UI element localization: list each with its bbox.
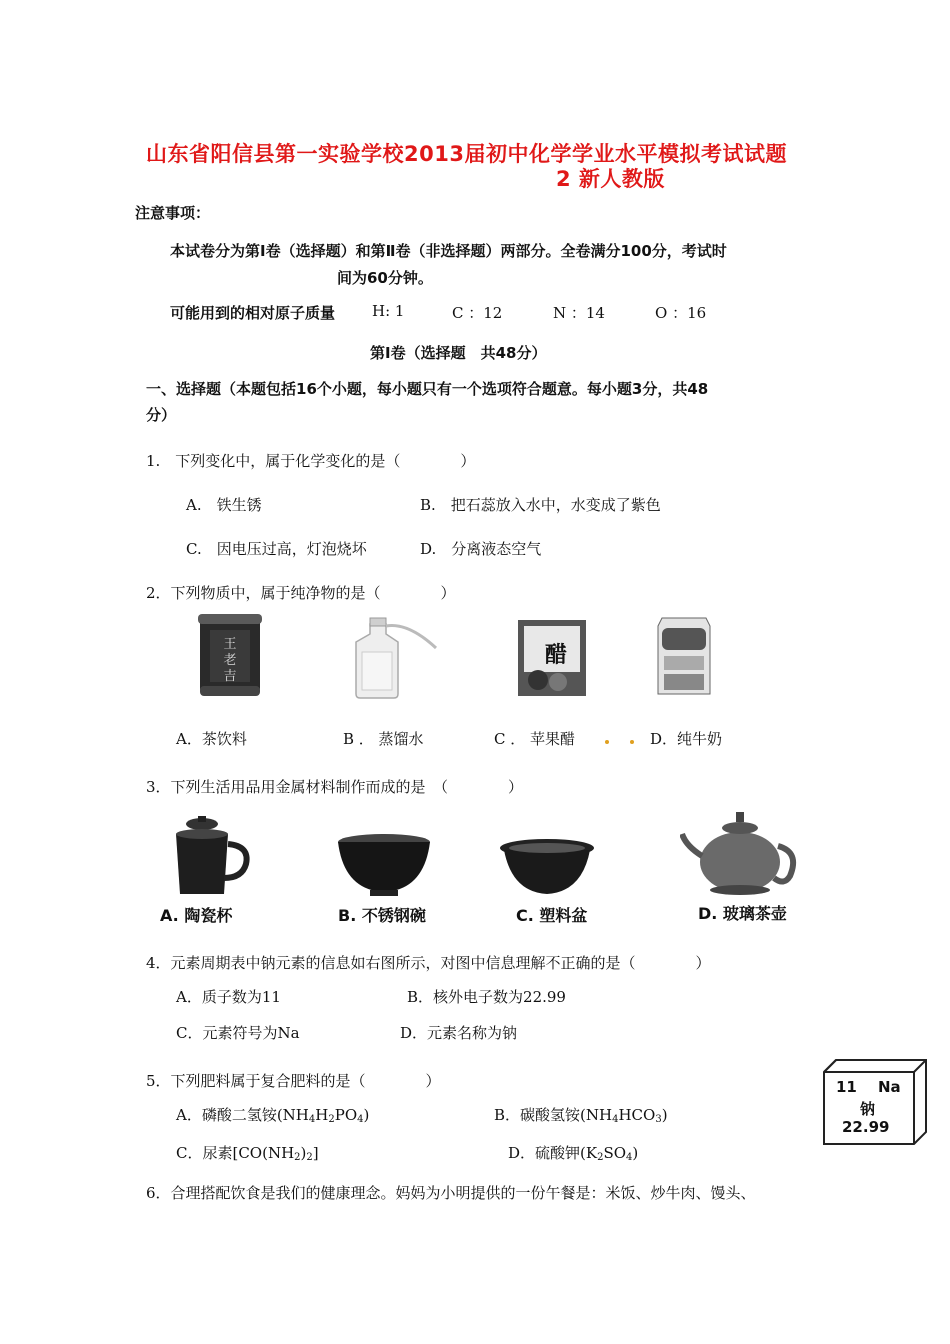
q4-option-a: A．质子数为11 <box>176 988 281 1006</box>
element-number: 11 <box>836 1078 857 1096</box>
q5-d-text: SO <box>603 1144 627 1162</box>
q5-option-c <box>176 1142 319 1163</box>
subscript: 4 <box>357 1114 364 1125</box>
q4-option-d: D．元素名称为钠 <box>400 1024 518 1042</box>
q6-stem: 6．合理搭配饮食是我们的健康理念。妈妈为小明提供的一份午餐是：米饭、炒牛肉、馒头、 <box>146 1184 756 1202</box>
steel-bowl-image <box>336 832 432 898</box>
distilled-water-bottle-image <box>350 612 442 700</box>
q4-option-b: B．核外电子数为22.99 <box>407 988 566 1006</box>
q3-stem: 3．下列生活用品用金属材料制作而成的是 （ ） <box>146 778 524 796</box>
element-mass: 22.99 <box>842 1118 890 1136</box>
subscript: 4 <box>612 1114 619 1125</box>
q5-d-text: ) <box>632 1144 639 1162</box>
atomic-mass-n: N ：14 <box>553 304 605 322</box>
q3-caption-d: D. 玻璃茶壶 <box>698 904 787 923</box>
q2-option-b: B ． 蒸馏水 <box>343 730 424 748</box>
atomic-mass-h: H: 1 <box>372 302 405 320</box>
section1-intro-line2: 分） <box>146 406 177 424</box>
q2-stem: 2．下列物质中，属于纯净物的是（ ） <box>146 584 456 602</box>
q5-d-text: D．硫酸钾(K <box>508 1144 598 1162</box>
tea-can-image <box>196 612 264 698</box>
q3-caption-c: C. 塑料盆 <box>516 906 588 925</box>
q5-option-b <box>494 1104 668 1125</box>
doc-title-line1: 山东省阳信县第一实验学校2013届初中化学学业水平模拟考试试题 <box>146 142 787 166</box>
q2-option-a: A．茶饮料 <box>176 730 247 748</box>
q1-option-b: B. 把石蕊放入水中，水变成了紫色 <box>420 496 661 514</box>
ceramic-cup-image <box>166 814 252 898</box>
q5-c-text: ] <box>312 1144 319 1162</box>
q5-a-text: A．磷酸二氢铵(NH <box>176 1106 309 1124</box>
q5-stem: 5．下列肥料属于复合肥料的是（ ） <box>146 1072 441 1090</box>
subscript: 3 <box>655 1114 662 1125</box>
notice-heading: 注意事项： <box>135 204 211 222</box>
q3-caption-a: A. 陶瓷杯 <box>160 906 233 925</box>
q5-a-text: PO <box>334 1106 358 1124</box>
q1-stem: 1. 下列变化中，属于化学变化的是（ ） <box>146 452 476 470</box>
section1-heading: 第Ⅰ卷（选择题 共48分） <box>370 344 547 362</box>
q5-b-text: B．碳酸氢铵(NH <box>494 1106 613 1124</box>
atomic-mass-c: C ：12 <box>452 304 503 322</box>
element-symbol: Na <box>878 1078 901 1096</box>
notice-line1: 本试卷分为第Ⅰ卷（选择题）和第Ⅱ卷（非选择题）两部分。全卷满分100分，考试时 <box>170 242 727 260</box>
plastic-basin-image <box>498 836 596 898</box>
subscript: 2 <box>294 1152 301 1163</box>
atomic-mass-label: 可能用到的相对原子质量 <box>170 304 336 322</box>
subscript: 2 <box>597 1152 604 1163</box>
decor-dot <box>630 740 634 744</box>
pure-milk-image <box>652 610 716 698</box>
q2-option-c: C ． 苹果醋 <box>494 730 576 748</box>
q5-a-text: H <box>315 1106 329 1124</box>
q5-b-text: HCO <box>618 1106 656 1124</box>
q5-a-text: ) <box>363 1106 370 1124</box>
tea-can-char-2: 老 <box>223 653 237 668</box>
subscript: 4 <box>626 1152 633 1163</box>
q4-stem: 4．元素周期表中钠元素的信息如右图所示，对图中信息理解不正确的是（ ） <box>146 954 711 972</box>
element-name: 钠 <box>860 1100 876 1118</box>
decor-dot <box>605 740 609 744</box>
q1-option-c: C. 因电压过高，灯泡烧坏 <box>186 540 367 558</box>
q3-caption-b: B. 不锈钢碗 <box>338 906 426 925</box>
q5-c-text: ) <box>300 1144 307 1162</box>
notice-line2: 间为60分钟。 <box>337 269 433 287</box>
q4-option-c: C．元素符号为Na <box>176 1024 300 1042</box>
subscript: 2 <box>306 1152 313 1163</box>
q5-option-d <box>508 1142 638 1163</box>
tea-can-char-1: 王 <box>223 637 237 652</box>
q1-option-a: A. 铁生锈 <box>186 496 262 514</box>
section1-intro-line1: 一、选择题（本题包括16个小题，每小题只有一个选项符合题意。每小题3分，共48 <box>146 380 709 398</box>
subscript: 2 <box>328 1114 335 1125</box>
q2-option-d: D．纯牛奶 <box>650 730 723 748</box>
atomic-mass-o: O ：16 <box>655 304 707 322</box>
element-card <box>822 1058 942 1146</box>
subscript: 4 <box>308 1114 316 1125</box>
q5-option-a <box>176 1104 369 1125</box>
apple-vinegar-image <box>514 614 590 698</box>
vinegar-label: 醋 <box>544 643 568 668</box>
q5-c-text: C．尿素[CO(NH <box>176 1144 295 1162</box>
tea-can-char-3: 吉 <box>223 669 237 684</box>
q1-option-d: D. 分离液态空气 <box>420 540 542 558</box>
q5-b-text: ) <box>661 1106 668 1124</box>
glass-teapot-image <box>680 806 802 900</box>
doc-title-line2: 2 新人教版 <box>556 167 665 191</box>
